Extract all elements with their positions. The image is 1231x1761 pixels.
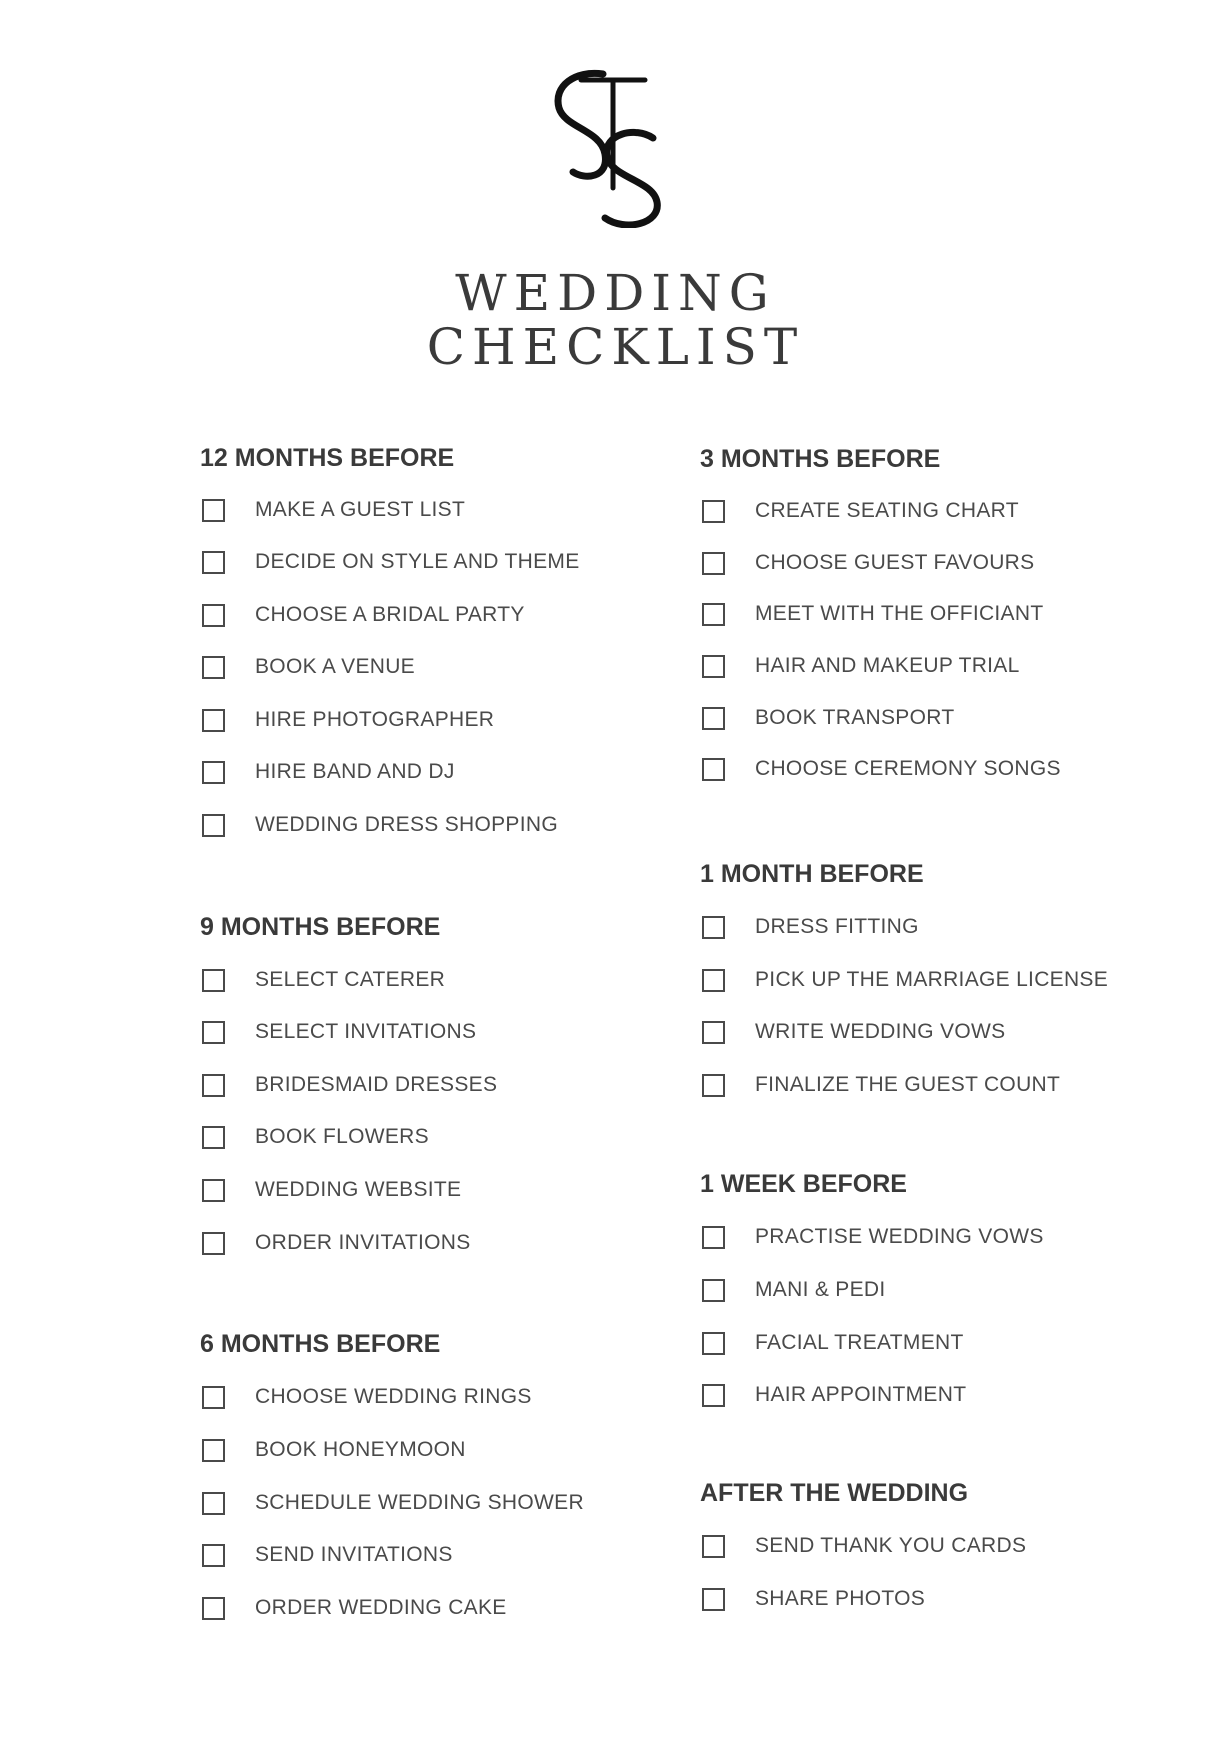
- checkbox[interactable]: [702, 916, 725, 939]
- checklist-item[interactable]: HIRE PHOTOGRAPHER: [202, 705, 494, 735]
- checklist-item[interactable]: ORDER INVITATIONS: [202, 1228, 471, 1258]
- checklist-item[interactable]: PICK UP THE MARRIAGE LICENSE: [702, 965, 1108, 995]
- checkbox[interactable]: [702, 1021, 725, 1044]
- checkbox[interactable]: [702, 758, 725, 781]
- checklist-item[interactable]: DRESS FITTING: [702, 912, 919, 942]
- section-heading-9-months: 9 MONTHS BEFORE: [200, 913, 441, 941]
- section-heading-1-month: 1 MONTH BEFORE: [700, 860, 924, 888]
- checkbox[interactable]: [702, 969, 725, 992]
- checkbox[interactable]: [202, 1544, 225, 1567]
- checklist-item[interactable]: CHOOSE GUEST FAVOURS: [702, 548, 1034, 578]
- section-heading-1-week: 1 WEEK BEFORE: [700, 1170, 907, 1198]
- checkbox[interactable]: [702, 1535, 725, 1558]
- checklist-item[interactable]: SELECT INVITATIONS: [202, 1017, 476, 1047]
- checklist-item[interactable]: CHOOSE A BRIDAL PARTY: [202, 600, 525, 630]
- checkbox[interactable]: [702, 655, 725, 678]
- checkbox[interactable]: [202, 1439, 225, 1462]
- checklist-item[interactable]: MAKE A GUEST LIST: [202, 495, 465, 525]
- checklist-item[interactable]: HIRE BAND AND DJ: [202, 757, 455, 787]
- checkbox[interactable]: [202, 656, 225, 679]
- checklist-item[interactable]: WEDDING DRESS SHOPPING: [202, 810, 558, 840]
- checkbox[interactable]: [202, 1386, 225, 1409]
- checkbox[interactable]: [202, 1074, 225, 1097]
- checklist-item[interactable]: HAIR APPOINTMENT: [702, 1380, 966, 1410]
- checklist-item[interactable]: BRIDESMAID DRESSES: [202, 1070, 497, 1100]
- checklist-item[interactable]: BOOK TRANSPORT: [702, 703, 954, 733]
- title-wedding: WEDDING: [455, 264, 776, 322]
- checkbox[interactable]: [202, 1126, 225, 1149]
- checkbox[interactable]: [702, 1279, 725, 1302]
- checklist-item[interactable]: BOOK A VENUE: [202, 652, 415, 682]
- checklist-item[interactable]: BOOK HONEYMOON: [202, 1435, 466, 1465]
- checklist-item[interactable]: SEND INVITATIONS: [202, 1540, 453, 1570]
- checkbox[interactable]: [702, 707, 725, 730]
- section-heading-3-months: 3 MONTHS BEFORE: [700, 445, 941, 473]
- checkbox[interactable]: [702, 1074, 725, 1097]
- checkbox[interactable]: [202, 761, 225, 784]
- checkbox[interactable]: [202, 1179, 225, 1202]
- checklist-item[interactable]: SCHEDULE WEDDING SHOWER: [202, 1488, 584, 1518]
- checklist-item[interactable]: MEET WITH THE OFFICIANT: [702, 599, 1043, 629]
- checklist-item[interactable]: FACIAL TREATMENT: [702, 1328, 964, 1358]
- section-heading-12-months: 12 MONTHS BEFORE: [200, 444, 455, 472]
- checkbox[interactable]: [202, 499, 225, 522]
- checkbox[interactable]: [702, 603, 725, 626]
- checkbox[interactable]: [202, 709, 225, 732]
- checkbox[interactable]: [202, 1492, 225, 1515]
- checklist-item[interactable]: FINALIZE THE GUEST COUNT: [702, 1070, 1060, 1100]
- checklist-item[interactable]: SHARE PHOTOS: [702, 1584, 925, 1614]
- checklist-item[interactable]: BOOK FLOWERS: [202, 1122, 429, 1152]
- checkbox[interactable]: [202, 814, 225, 837]
- section-heading-6-months: 6 MONTHS BEFORE: [200, 1330, 441, 1358]
- checkbox[interactable]: [702, 500, 725, 523]
- checkbox[interactable]: [702, 1588, 725, 1611]
- section-heading-after-wedding: AFTER THE WEDDING: [700, 1479, 969, 1507]
- checklist-item[interactable]: ORDER WEDDING CAKE: [202, 1593, 507, 1623]
- checklist-item[interactable]: SELECT CATERER: [202, 965, 445, 995]
- checkbox[interactable]: [702, 1384, 725, 1407]
- checkbox[interactable]: [702, 552, 725, 575]
- checkbox[interactable]: [202, 1232, 225, 1255]
- checkbox[interactable]: [702, 1332, 725, 1355]
- checklist-item[interactable]: PRACTISE WEDDING VOWS: [702, 1222, 1044, 1252]
- checklist-item[interactable]: CREATE SEATING CHART: [702, 496, 1019, 526]
- checkbox[interactable]: [702, 1226, 725, 1249]
- checklist-item[interactable]: SEND THANK YOU CARDS: [702, 1531, 1026, 1561]
- checkbox[interactable]: [202, 604, 225, 627]
- checkbox[interactable]: [202, 1021, 225, 1044]
- checkbox[interactable]: [202, 551, 225, 574]
- checkbox[interactable]: [202, 969, 225, 992]
- title-checklist: CHECKLIST: [426, 318, 805, 376]
- checklist-item[interactable]: WEDDING WEBSITE: [202, 1175, 461, 1205]
- checklist-item[interactable]: MANI & PEDI: [702, 1275, 886, 1305]
- checklist-item[interactable]: CHOOSE WEDDING RINGS: [202, 1382, 532, 1412]
- checkbox[interactable]: [202, 1597, 225, 1620]
- checklist-item[interactable]: WRITE WEDDING VOWS: [702, 1017, 1005, 1047]
- sts-monogram-logo: [545, 68, 675, 228]
- checklist-item[interactable]: CHOOSE CEREMONY SONGS: [702, 754, 1061, 784]
- checklist-item[interactable]: DECIDE ON STYLE AND THEME: [202, 547, 580, 577]
- checklist-item[interactable]: HAIR AND MAKEUP TRIAL: [702, 651, 1020, 681]
